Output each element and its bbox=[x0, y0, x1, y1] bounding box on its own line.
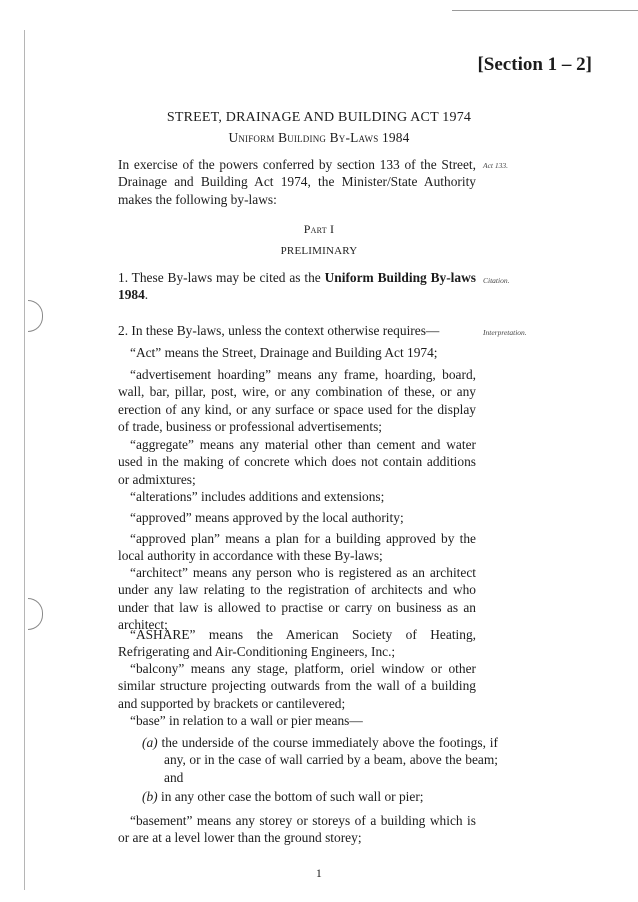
base-item-a bbox=[142, 734, 498, 786]
item-marker-b: (b) bbox=[142, 789, 158, 804]
clause-2: 2. In these By-laws, unless the context otherwise requires— bbox=[118, 323, 440, 338]
definition-aggregate: “aggregate” means any material other than cement and water used in the making of concrete which does not contain additions or admixtures; bbox=[118, 437, 476, 487]
definition-ashare: “ASHARE” means the American Society of Heating, Refrigerating and Air-Conditioning Engineers, Inc.; bbox=[118, 627, 476, 660]
definition-base: “base” in relation to a wall or pier means— bbox=[130, 713, 363, 728]
punch-hole-bottom bbox=[28, 598, 43, 630]
clause-1-text: 1. These By-laws may be cited as the bbox=[118, 270, 321, 285]
definition-alterations: “alterations” includes additions and extensions; bbox=[130, 489, 385, 504]
top-rule bbox=[452, 10, 638, 11]
part-heading: PRELIMINARY bbox=[280, 245, 358, 257]
section-reference: [Section 1 – 2] bbox=[477, 54, 592, 75]
margin-note-interpretation: Interpretation. bbox=[483, 328, 527, 337]
clause-1 bbox=[118, 269, 476, 304]
margin-note-act: Act 133. bbox=[483, 161, 508, 170]
bylaws-title: Uniform Building By-Laws 1984 bbox=[228, 130, 410, 145]
item-text-b: in any other case the bottom of such wall or pier; bbox=[160, 789, 424, 804]
definition-balcony: “balcony” means any stage, platform, oriel window or other similar structure projecting outwards from the wall of a building and supported by brackets or cantilevered; bbox=[118, 661, 476, 711]
definition-approved-plan: “approved plan” means a plan for a building approved by the local authority in accordance with these By-laws; bbox=[118, 531, 476, 564]
part-label: Part I bbox=[303, 222, 335, 236]
margin-note-citation: Citation. bbox=[483, 276, 510, 285]
clause-1-citation: Uniform Building By-laws 1984 bbox=[118, 270, 476, 303]
binding-edge-line bbox=[24, 30, 25, 890]
clause-1-end: . bbox=[144, 287, 149, 303]
page-number: 1 bbox=[315, 866, 323, 880]
preamble: In exercise of the powers conferred by section 133 of the Street, Drainage and Building Act 1974, the Minister/State Authority makes the following by-laws: bbox=[118, 157, 476, 207]
punch-hole-top bbox=[28, 300, 43, 332]
definition-approved: “approved” means approved by the local authority; bbox=[130, 510, 404, 525]
definition-act: “Act” means the Street, Drainage and Building Act 1974; bbox=[130, 345, 438, 360]
act-title: STREET, DRAINAGE AND BUILDING ACT 1974 bbox=[166, 110, 472, 125]
definition-architect: “architect” means any person who is registered as an architect under any law relating to the registration of architects and who under that law is allowed to practise or carry on business as an architect; bbox=[118, 565, 476, 632]
base-item-b bbox=[142, 788, 498, 805]
item-marker-a: (a) bbox=[142, 735, 158, 750]
definition-advertisement-hoarding: “advertisement hoarding” means any frame, hoarding, board, wall, bar, pillar, post, wire, or any combination of these, or any erection of any kind, or any surface or space used for the display of trade, business or professional advertisements; bbox=[118, 367, 476, 434]
item-text-a: the underside of the course immediately above the footings, if any, or in the case of wall carried by a beam, above the beam; and bbox=[161, 735, 498, 785]
definition-basement: “basement” means any storey or storeys of a building which is or are at a level lower than the ground storey; bbox=[118, 813, 476, 846]
